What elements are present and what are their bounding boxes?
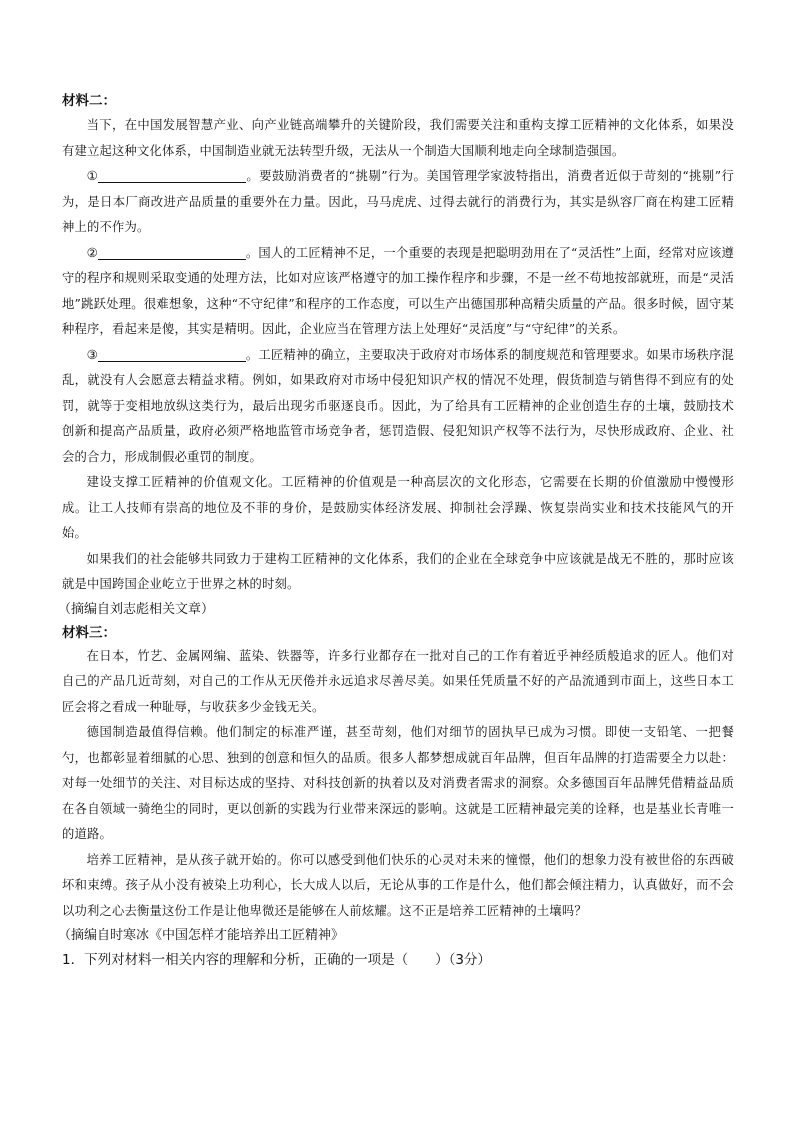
fill-in-blank-1[interactable] bbox=[98, 168, 246, 183]
material2-paragraph-5: 建设支撑工匠精神的价值观文化。工匠精神的价值观是一种高层次的文化形态，它需要在长期的价值激励中慢慢形成。让工人技师有崇高的地位及不菲的身价，是鼓励实体经济发展、抑制社会浮躁、恢复崇尚实业和技术技能风气的开始。 bbox=[62, 475, 734, 540]
material2-paragraph-2 bbox=[62, 164, 734, 241]
material2-paragraph-2-text: 。要鼓励消费者的“挑剔”行为。美国管理学家波特指出，消费者近似于苛刻的“挑剔”行为，是日本厂商改进产品质量的重要外在力量。因此，马马虎虎、过得去就行的消费行为，其实是纵容厂商在构建工匠精神上的不作为。 bbox=[62, 169, 734, 234]
item-marker-3: ③ bbox=[86, 347, 98, 362]
material2-paragraph-4 bbox=[62, 343, 734, 471]
material2-paragraph-3 bbox=[62, 241, 734, 343]
fill-in-blank-2[interactable] bbox=[98, 245, 246, 260]
item-marker-2: ② bbox=[86, 245, 98, 260]
material3-paragraph-1: 在日本，竹艺、金属网编、蓝染、铁器等，许多行业都存在一批对自己的工作有着近乎神经质般追求的匠人。他们对自己的产品几近苛刻，对自己的工作从无厌倦并永远追求尽善尽美。如果任凭质量不好的产品流通到市面上，这些日本工匠会将之看成一种耻辱，与收获多少金钱无关。 bbox=[62, 648, 734, 714]
material2-source: （摘编自刘志彪相关文章） bbox=[58, 601, 215, 617]
material2-paragraph-6: 如果我们的社会能够共同致力于建构工匠精神的文化体系，我们的企业在全球竞争中应该就是战无不胜的，那时应该就是中国跨国企业屹立于世界之林的时刻。 bbox=[62, 551, 734, 591]
question-1: 1．下列对材料一相关内容的理解和分析，正确的一项是（ ）（3分） bbox=[62, 952, 491, 968]
material3-paragraph-3: 培养工匠精神，是从孩子就开始的。你可以感受到他们快乐的心灵对未来的憧憬，他们的想象力没有被世俗的东西破坏和束缚。孩子从小没有被染上功利心，长大成人以后，无论从事的工作是什么，他们都会倾注精力，认真做好，而不会以功利之心去衡量这份工作是让他卑微还是能够在人前炫耀。这不正是培养工匠精神的土壤吗？ bbox=[62, 852, 734, 918]
material2-heading: 材料二： bbox=[62, 93, 116, 109]
material2-paragraph-4-text: 。工匠精神的确立，主要取决于政府对市场体系的制度规范和管理要求。如果市场秩序混乱，就没有人会愿意去精益求精。例如，如果政府对市场中侵犯知识产权的情况不处理，假货制造与销售得不到应有的处罚，就等于变相地放纵这类行为，最后出现劣币驱逐良币。因此，为了给具有工匠精神的企业创造生存的土壤，鼓励技术创新和提高产品质量，政府必须严格地监管市场竞争者，惩罚造假、侵犯知识产权等不法行为，尽快形成政府、企业、社会的合力，形成制假必重罚的制度。 bbox=[62, 347, 734, 464]
item-marker-1: ① bbox=[86, 169, 99, 183]
material2-paragraph-3-text: 。国人的工匠精神不足，一个重要的表现是把聪明劲用在了“灵活性”上面，经常对应该遵守的程序和规则采取变通的处理方法，比如对应该严格遵守的加工操作程序和步骤，不是一丝不苟地按部就班，而是“灵活地”跳跃处理。很难想象，这种“不守纪律”和程序的工作态度，可以生产出德国那种高精尖质量的产品。很多时候，固守某种程序，看起来是傻，其实是精明。因此，企业应当在管理方法上处理好“灵活度”与“守纪律”的关系。 bbox=[62, 245, 734, 336]
material3-paragraph-2: 德国制造最值得信赖。他们制定的标准严谨，甚至苛刻，他们对细节的固执早已成为习惯。即使一支铅笔、一把餐勺，也都彰显着细腻的心思、独到的创意和恒久的品质。很多人都梦想成就百年品牌，但百年品牌的打造需要全力以赴：对每一处细节的关注、对目标达成的坚持、对科技创新的执着以及对消费者需求的洞察。众多德国百年品牌凭借精益品质在各自领域一骑绝尘的同时，更以创新的实践为行业带来深远的影响。这就是工匠精神最完美的诠释，也是基业长青唯一的道路。 bbox=[62, 725, 734, 841]
material3-source: （摘编自时寒冰《中国怎样才能培养出工匠精神》 bbox=[58, 928, 345, 943]
document-page bbox=[58, 90, 734, 972]
material3-heading: 材料三： bbox=[62, 624, 116, 641]
fill-in-blank-3[interactable] bbox=[98, 347, 246, 362]
material2-paragraph-1: 当下，在中国发展智慧产业、向产业链高端攀升的关键阶段，我们需要关注和重构支撑工匠精神的文化体系，如果没有建立起这种文化体系，中国制造业就无法转型升级，无法从一个制造大国顺利地走向全球制造强国。 bbox=[62, 118, 734, 158]
